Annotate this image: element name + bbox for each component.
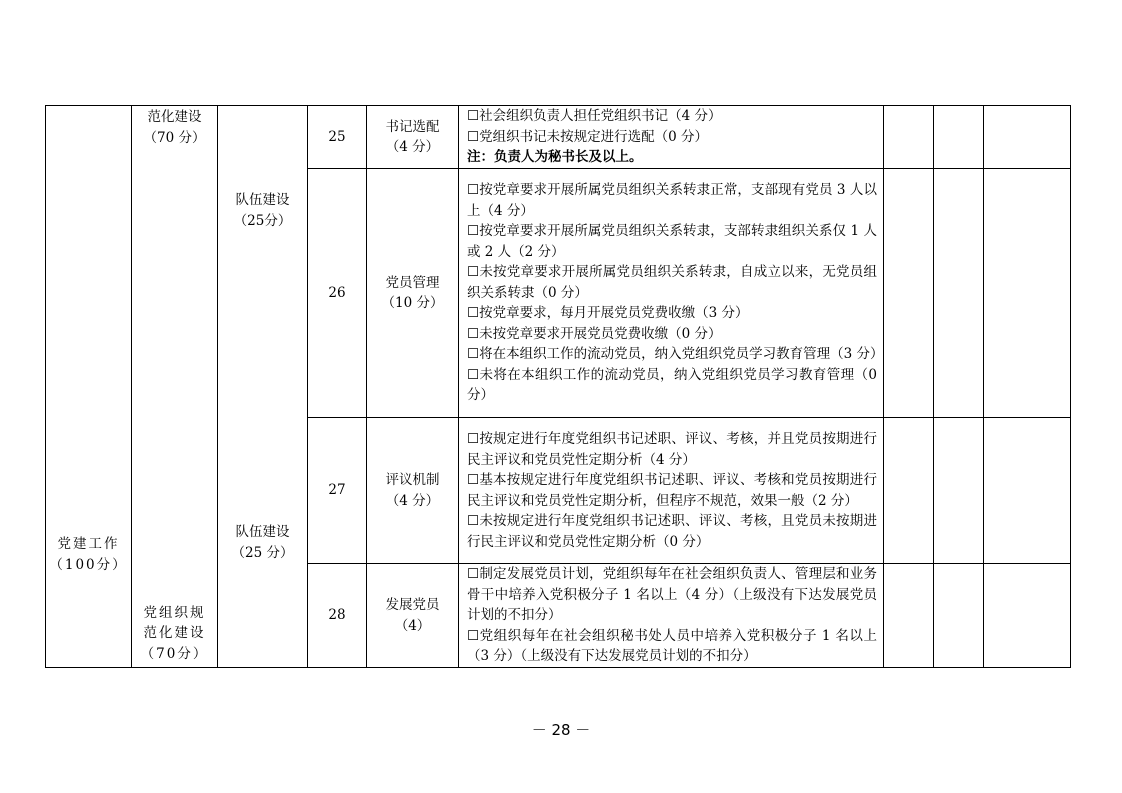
criterion: ☐社会组织负责人担任党组织书记（4 分） xyxy=(467,108,722,125)
criterion: ☐未按规定进行年度党组织书记述职、评议、考核，且党员未按期进行民主评议和党员党性定期分析（0 分） xyxy=(467,513,877,550)
criterion: ☐按党章要求，每月开展党员党费收缴（3 分） xyxy=(467,305,749,322)
score-cell xyxy=(884,564,934,668)
table-row xyxy=(46,106,1071,169)
criteria-cell xyxy=(459,169,884,418)
criterion: ☐党组织每年在社会组织秘书处人员中培养入党积极分子 1 名以上（3 分）（上级没有下达发展党员计划的不扣分） xyxy=(467,627,877,665)
criterion: ☐未将在本组织工作的流动党员，纳入党组织党员学习教育管理（0 分） xyxy=(467,366,877,404)
score-cell xyxy=(984,564,1071,668)
criteria-cell xyxy=(459,418,884,564)
item-name: 评议机制 xyxy=(385,472,440,488)
criterion: ☐制定发展党员计划，党组织每年在社会组织负责人、管理层和业务骨干中培养入党积极分子 1 名以上（4 分）（上级没有下达发展党员计划的不扣分） xyxy=(467,566,877,624)
score-cell xyxy=(984,169,1071,418)
team-label-1-points: （25分） xyxy=(233,212,292,229)
category-name: 党建工作 xyxy=(57,536,120,552)
item-name: 发展党员 xyxy=(385,597,440,613)
score-cell xyxy=(884,169,934,418)
criteria-cell xyxy=(459,106,884,169)
item-number: 27 xyxy=(308,418,367,564)
score-cell xyxy=(984,418,1071,564)
category-points: （100分） xyxy=(49,556,128,573)
subcategory-top-name: 范化建设 xyxy=(147,109,202,125)
item-name: 书记选配 xyxy=(385,118,440,135)
scoring-table xyxy=(45,105,1071,668)
score-cell xyxy=(884,106,934,169)
item-name-cell xyxy=(367,106,459,169)
criterion: ☐按党章要求开展所属党员组织关系转隶，支部转隶组织关系仅 1 人或 2 人（2 分） xyxy=(467,223,877,260)
criterion: ☐党组织书记未按规定进行选配（0 分） xyxy=(467,128,708,145)
item-points: （4 分） xyxy=(385,492,440,509)
item-name-cell xyxy=(367,418,459,564)
item-points: （4） xyxy=(394,617,431,634)
score-cell xyxy=(934,418,984,564)
subcategory-top-points: （70 分） xyxy=(143,129,206,146)
item-points: （10 分） xyxy=(381,295,444,311)
criterion-note: 注：负责人为秘书长及以上。 xyxy=(467,149,643,166)
item-name-cell xyxy=(367,169,459,418)
item-points: （4 分） xyxy=(385,139,440,155)
criterion: ☐未按党章要求开展所属党员组织关系转隶，自成立以来，无党员组织关系转隶（0 分） xyxy=(467,264,877,301)
score-cell xyxy=(934,106,984,169)
criterion: ☐按党章要求开展所属党员组织关系转隶正常，支部现有党员 3 人以上（4 分） xyxy=(467,182,877,219)
subcategory-bottom-line1: 党组织规 xyxy=(143,604,206,621)
score-cell xyxy=(934,169,984,418)
team-label-1-name: 队伍建设 xyxy=(235,192,290,208)
subcategory-cell xyxy=(132,106,218,668)
subcategory-bottom-line2: 范化建设 xyxy=(143,625,206,641)
item-number: 25 xyxy=(308,106,367,169)
category-cell xyxy=(46,106,132,668)
score-cell xyxy=(934,564,984,668)
item-number: 28 xyxy=(308,564,367,668)
page-number: － 28 － xyxy=(531,721,591,739)
criterion: ☐将在本组织工作的流动党员，纳入党组织党员学习教育管理（3 分） xyxy=(467,346,884,363)
criterion: ☐基本按规定进行年度党组织书记述职、评议、考核和党员按期进行民主评议和党员党性定期分析，但程序不规范，效果一般（2 分） xyxy=(467,472,877,509)
item-name: 党员管理 xyxy=(385,274,440,291)
item-number: 26 xyxy=(308,169,367,418)
score-cell xyxy=(884,418,934,564)
criterion: ☐按规定进行年度党组织书记述职、评议、考核，并且党员按期进行民主评议和党员党性定期分析（4 分） xyxy=(467,431,877,468)
score-cell xyxy=(984,106,1071,169)
team-label-2-name: 队伍建设 xyxy=(235,524,290,540)
criteria-cell xyxy=(459,564,884,668)
criterion: ☐未按党章要求开展党员党费收缴（0 分） xyxy=(467,325,722,342)
team-label-2-points: （25 分） xyxy=(231,544,294,561)
item-name-cell xyxy=(367,564,459,668)
subcategory-bottom-points: （70分） xyxy=(140,645,209,662)
team-cell xyxy=(218,106,308,668)
